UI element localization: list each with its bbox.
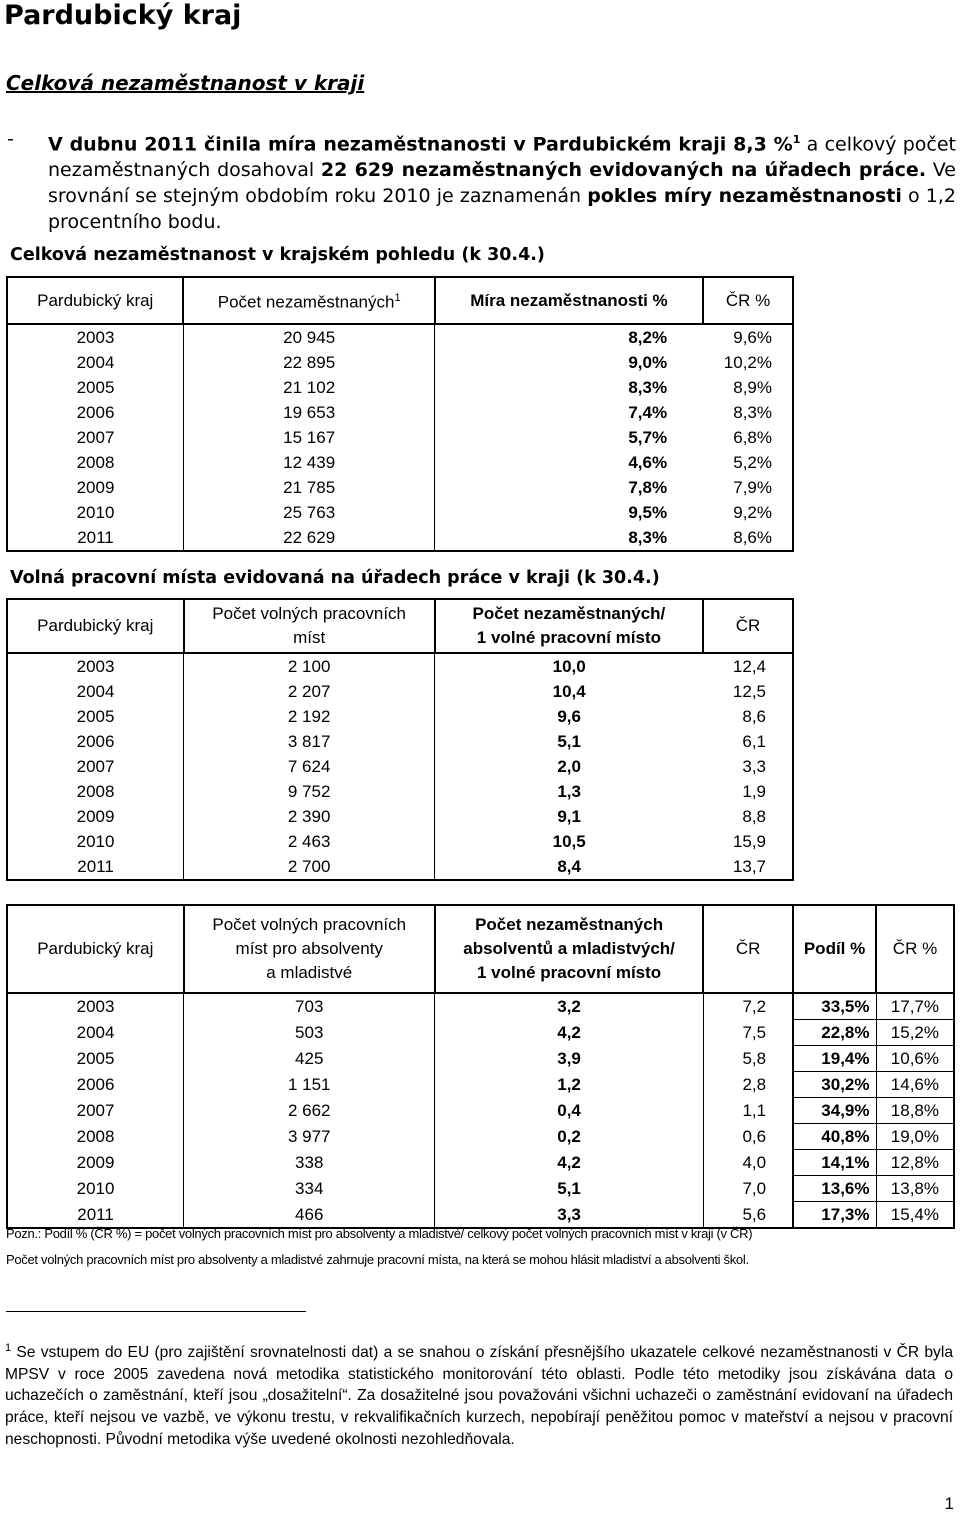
t1-cell-year: 2003: [7, 324, 183, 350]
t3-cell-vacancies: 503: [184, 1020, 435, 1046]
t1-cell-cr: 8,6%: [703, 525, 793, 551]
t2-cell-year: 2006: [7, 729, 184, 754]
t2-cell-cr: 6,1: [703, 729, 793, 754]
t2-cell-vacancies: 2 192: [184, 704, 435, 729]
bullet-dash: -: [7, 128, 14, 150]
t2-cell-vacancies: 2 390: [184, 804, 435, 829]
t1-cell-cr: 8,9%: [703, 375, 793, 400]
t2-row: [7, 704, 793, 729]
t1-header-rate: Míra nezaměstnanosti %: [435, 277, 703, 324]
t2-row: [7, 754, 793, 779]
t3-body: [7, 993, 954, 1228]
t1-row: [7, 500, 793, 525]
t2-cell-vacancies: 2 463: [184, 829, 435, 854]
t2-cell-cr: 13,7: [703, 854, 793, 880]
t3-cell-cr-pct: 17,7%: [876, 993, 954, 1020]
t3-cell-share: 14,1%: [793, 1150, 876, 1176]
t3-cell-year: 2007: [7, 1098, 184, 1124]
t1-cell-rate: 9,0%: [435, 350, 703, 375]
t3-row: [7, 1124, 954, 1150]
t1-cell-cr: 6,8%: [703, 425, 793, 450]
t3-cell-year: 2005: [7, 1046, 184, 1072]
intro-bold-1: V dubnu 2011 činila míra nezaměstnanosti v Pardubickém kraji 8,3 %: [48, 133, 793, 156]
t1-cell-rate: 8,3%: [435, 375, 703, 400]
t2-cell-year: 2008: [7, 779, 184, 804]
t1-row: [7, 400, 793, 425]
t3-row: [7, 1046, 954, 1072]
t1-cell-count: 19 653: [183, 400, 434, 425]
t1-cell-rate: 7,4%: [435, 400, 703, 425]
t2-row: [7, 729, 793, 754]
t1-cell-count: 12 439: [183, 450, 434, 475]
t2-cell-year: 2003: [7, 653, 184, 679]
t2-cell-ratio: 9,1: [435, 804, 703, 829]
t1-cell-cr: 7,9%: [703, 475, 793, 500]
t1-cell-count: 21 785: [183, 475, 434, 500]
t3-header-vacancies: Počet volných pracovních míst pro absolventy a mladistvé: [184, 905, 435, 993]
t1-cell-cr: 9,2%: [703, 500, 793, 525]
t1-cell-year: 2010: [7, 500, 183, 525]
t3-cell-cr-pct: 10,6%: [876, 1046, 954, 1072]
t1-cell-count: 25 763: [183, 500, 434, 525]
note-line-2: Počet volných pracovních míst pro absolventy a mladistvé zahrnuje pracovní místa, na která se mohou hlásit mladiství a absolventi škol.: [6, 1252, 749, 1267]
t1-cell-rate: 9,5%: [435, 500, 703, 525]
page-number: 1: [944, 1494, 954, 1513]
t3-cell-cr: 0,6: [703, 1124, 793, 1150]
t2-cell-year: 2005: [7, 704, 184, 729]
t1-cell-cr: 10,2%: [703, 350, 793, 375]
t3-cell-cr: 2,8: [703, 1072, 793, 1098]
t2-header-ratio: Počet nezaměstnaných/ 1 volné pracovní místo: [435, 599, 703, 653]
t3-cell-vacancies: 334: [184, 1176, 435, 1202]
t3-header-share: Podíl %: [793, 905, 876, 993]
t2-cell-year: 2011: [7, 854, 184, 880]
t3-cell-year: 2004: [7, 1020, 184, 1046]
t3-row: [7, 1202, 954, 1229]
t3-header-cr: ČR: [703, 905, 793, 993]
t2-header-cr: ČR: [703, 599, 793, 653]
t2-row: [7, 779, 793, 804]
t2-cell-ratio: 8,4: [435, 854, 703, 880]
t1-cell-year: 2007: [7, 425, 183, 450]
t3-cell-cr-pct: 19,0%: [876, 1124, 954, 1150]
t1-cell-rate: 5,7%: [435, 425, 703, 450]
t2-cell-year: 2009: [7, 804, 184, 829]
section-title: Celková nezaměstnanost v kraji: [6, 71, 365, 95]
t1-row: [7, 375, 793, 400]
t1-cell-count: 22 895: [183, 350, 434, 375]
t3-cell-cr: 5,6: [703, 1202, 793, 1229]
t1-cell-rate: 7,8%: [435, 475, 703, 500]
t3-cell-cr-pct: 18,8%: [876, 1098, 954, 1124]
footnote-divider: [6, 1311, 306, 1312]
t2-cell-ratio: 1,3: [435, 779, 703, 804]
t3-header-ratio: Počet nezaměstnaných absolventů a mladistvých/ 1 volné pracovní místo: [435, 905, 703, 993]
t2-row: [7, 653, 793, 679]
t1-cell-count: 22 629: [183, 525, 434, 551]
t2-row: [7, 854, 793, 880]
t3-cell-cr: 1,1: [703, 1098, 793, 1124]
t1-row: [7, 350, 793, 375]
t3-cell-cr: 7,5: [703, 1020, 793, 1046]
t1-header-region: Pardubický kraj: [7, 277, 183, 324]
t3-cell-ratio: 1,2: [435, 1072, 703, 1098]
t1-cell-rate: 8,2%: [435, 324, 703, 350]
t3-cell-share: 30,2%: [793, 1072, 876, 1098]
intro-text-2: a celkový počet nezaměstnaných dosahoval: [48, 133, 957, 182]
t3-cell-ratio: 0,2: [435, 1124, 703, 1150]
t3-cell-share: 13,6%: [793, 1176, 876, 1202]
t1-row: [7, 525, 793, 551]
intro-text-4: Ve srovnání se stejným obdobím roku 2010 je zaznamenán: [48, 159, 956, 208]
t3-cell-year: 2009: [7, 1150, 184, 1176]
intro-paragraph: [48, 127, 956, 235]
t2-cell-cr: 8,8: [703, 804, 793, 829]
vacancies-table: [6, 598, 794, 881]
t2-cell-vacancies: 2 207: [184, 679, 435, 704]
t3-row: [7, 1072, 954, 1098]
t3-cell-cr-pct: 14,6%: [876, 1072, 954, 1098]
t3-cell-ratio: 3,2: [435, 993, 703, 1020]
t3-cell-ratio: 3,3: [435, 1202, 703, 1229]
t2-row: [7, 804, 793, 829]
t3-cell-cr: 5,8: [703, 1046, 793, 1072]
t2-cell-vacancies: 3 817: [184, 729, 435, 754]
t1-row: [7, 324, 793, 350]
t3-cell-cr-pct: 13,8%: [876, 1176, 954, 1202]
t1-cell-year: 2006: [7, 400, 183, 425]
t2-cell-cr: 1,9: [703, 779, 793, 804]
t3-cell-ratio: 4,2: [435, 1150, 703, 1176]
t2-row: [7, 679, 793, 704]
t1-cell-cr: 8,3%: [703, 400, 793, 425]
t3-cell-year: 2006: [7, 1072, 184, 1098]
t3-cell-year: 2003: [7, 993, 184, 1020]
t2-cell-cr: 15,9: [703, 829, 793, 854]
t1-cell-year: 2005: [7, 375, 183, 400]
t2-header-region: Pardubický kraj: [7, 599, 184, 653]
table2-caption: Volná pracovní místa evidovaná na úřadech práce v kraji (k 30.4.): [10, 568, 660, 588]
intro-sup: 1: [792, 133, 801, 146]
t3-cell-year: 2008: [7, 1124, 184, 1150]
t1-row: [7, 475, 793, 500]
t1-header-count: Počet nezaměstnaných$^1$: [183, 277, 434, 324]
t3-row: [7, 1098, 954, 1124]
t1-cell-rate: 8,3%: [435, 525, 703, 551]
t3-cell-ratio: 5,1: [435, 1176, 703, 1202]
t3-cell-cr: 7,0: [703, 1176, 793, 1202]
t3-cell-vacancies: 703: [184, 993, 435, 1020]
page-title: Pardubický kraj: [4, 0, 242, 31]
t3-cell-share: 33,5%: [793, 993, 876, 1020]
t2-cell-cr: 12,5: [703, 679, 793, 704]
t3-row: [7, 1020, 954, 1046]
t1-cell-count: 21 102: [183, 375, 434, 400]
table1-caption: Celková nezaměstnanost v krajském pohledu (k 30.4.): [10, 245, 545, 265]
t1-header-cr: ČR %: [703, 277, 793, 324]
t3-cell-vacancies: 3 977: [184, 1124, 435, 1150]
t1-cell-year: 2004: [7, 350, 183, 375]
t2-cell-ratio: 10,4: [435, 679, 703, 704]
footnote-number: 1: [5, 1342, 12, 1354]
t3-cell-cr-pct: 12,8%: [876, 1150, 954, 1176]
footnote: [5, 1338, 953, 1450]
t1-cell-year: 2009: [7, 475, 183, 500]
t3-row: [7, 1176, 954, 1202]
t2-cell-vacancies: 2 700: [184, 854, 435, 880]
t3-cell-ratio: 4,2: [435, 1020, 703, 1046]
t1-cell-cr: 5,2%: [703, 450, 793, 475]
graduates-table: [6, 904, 955, 1229]
t1-row: [7, 450, 793, 475]
t3-header-region: Pardubický kraj: [7, 905, 184, 993]
t2-cell-cr: 3,3: [703, 754, 793, 779]
t2-cell-year: 2004: [7, 679, 184, 704]
t3-cell-vacancies: 466: [184, 1202, 435, 1229]
t3-cell-vacancies: 1 151: [184, 1072, 435, 1098]
t3-cell-year: 2010: [7, 1176, 184, 1202]
t3-header-cr-pct: ČR %: [876, 905, 954, 993]
t1-row: [7, 425, 793, 450]
t3-cell-share: 34,9%: [793, 1098, 876, 1124]
t2-row: [7, 829, 793, 854]
t2-cell-cr: 8,6: [703, 704, 793, 729]
note-line-1: Pozn.: Podíl % (ČR %) = počet volných pracovních míst pro absolventy a mladistvé/ celkový počet volných pracovních míst v kraji (v ČR): [6, 1226, 753, 1241]
t3-cell-vacancies: 425: [184, 1046, 435, 1072]
t2-cell-vacancies: 7 624: [184, 754, 435, 779]
t2-cell-ratio: 2,0: [435, 754, 703, 779]
t1-cell-cr: 9,6%: [703, 324, 793, 350]
t2-body: [7, 653, 793, 880]
t1-cell-year: 2011: [7, 525, 183, 551]
intro-bold-5: pokles míry nezaměstnanosti: [587, 185, 902, 208]
t2-cell-year: 2007: [7, 754, 184, 779]
t2-cell-ratio: 10,0: [435, 653, 703, 679]
footnote-text: Se vstupem do EU (pro zajištění srovnatelnosti dat) a se snahou o získání přesnějšího ukazatele celkové nezaměstnanosti v ČR byla MPSV v roce 2005 zavedena nová metodika statistického monitorování této oblasti. Podle této metodiky jsou získávána data o uchazečích o zaměstnání, kteří jsou „dosažitelní“. Za dosažitelné jsou považováni všichni uchazeči o zaměstnání evidovaní na úřadech práce, kteří nejsou ve vazbě, ve výkonu trestu, v rekvalifikačních kurzech, nepobírají peněžitou pomoc v mateřství a nejsou v pracovní neschopnosti. Původní metodika výše uvedené okolnosti nezohledňovala.: [5, 1344, 953, 1448]
t1-cell-count: 15 167: [183, 425, 434, 450]
t1-body: [7, 324, 793, 551]
t3-cell-vacancies: 2 662: [184, 1098, 435, 1124]
t3-cell-vacancies: 338: [184, 1150, 435, 1176]
t3-cell-cr: 4,0: [703, 1150, 793, 1176]
t2-cell-ratio: 10,5: [435, 829, 703, 854]
unemployment-table: [6, 276, 794, 552]
t3-cell-share: 40,8%: [793, 1124, 876, 1150]
t3-cell-share: 17,3%: [793, 1202, 876, 1229]
t1-cell-rate: 4,6%: [435, 450, 703, 475]
t3-cell-cr: 7,2: [703, 993, 793, 1020]
t2-cell-cr: 12,4: [703, 653, 793, 679]
t3-cell-cr-pct: 15,2%: [876, 1020, 954, 1046]
intro-bold-3: 22 629 nezaměstnaných evidovaných na úřadech práce.: [320, 159, 927, 182]
t2-cell-ratio: 9,6: [435, 704, 703, 729]
t3-row: [7, 993, 954, 1020]
t2-cell-vacancies: 2 100: [184, 653, 435, 679]
t3-cell-share: 22,8%: [793, 1020, 876, 1046]
t1-cell-count: 20 945: [183, 324, 434, 350]
t3-cell-cr-pct: 15,4%: [876, 1202, 954, 1229]
t3-cell-ratio: 3,9: [435, 1046, 703, 1072]
intro-text-6: o 1,2 procentního bodu.: [48, 185, 957, 234]
t2-cell-year: 2010: [7, 829, 184, 854]
t3-cell-share: 19,4%: [793, 1046, 876, 1072]
t1-cell-year: 2008: [7, 450, 183, 475]
t2-cell-ratio: 5,1: [435, 729, 703, 754]
t2-cell-vacancies: 9 752: [184, 779, 435, 804]
t3-cell-year: 2011: [7, 1202, 184, 1229]
t3-row: [7, 1150, 954, 1176]
t3-cell-ratio: 0,4: [435, 1098, 703, 1124]
t2-header-vacancies: Počet volných pracovních míst: [184, 599, 435, 653]
